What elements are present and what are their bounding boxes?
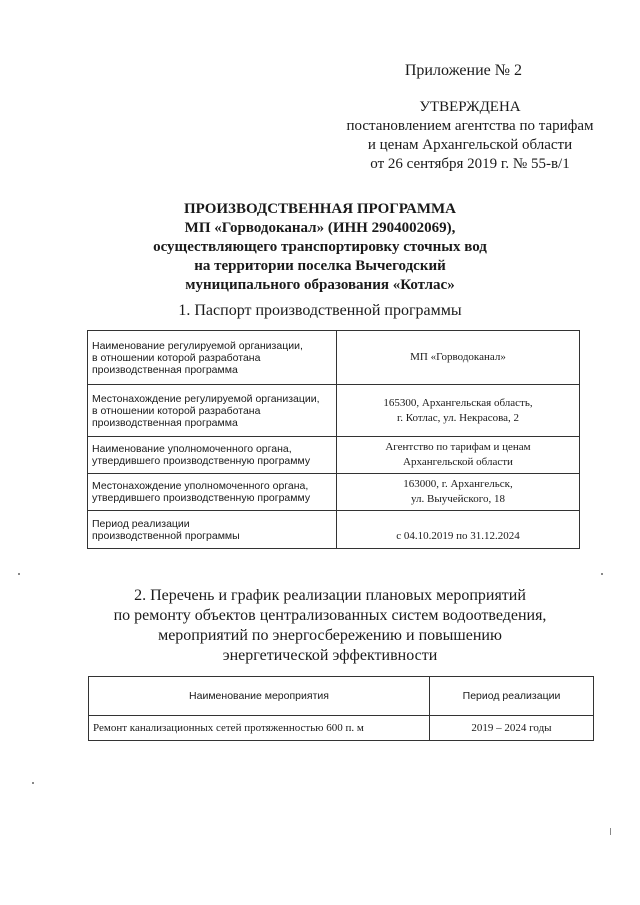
label-line: производственная программа	[92, 363, 238, 376]
label-line: Наименование уполномоченного органа,	[92, 443, 292, 455]
column-header-event: Наименование мероприятия	[89, 677, 430, 716]
section-1-heading: 1. Паспорт производственной программы	[178, 302, 462, 319]
appendix-label: Приложение № 2	[404, 62, 522, 79]
table-row	[88, 385, 580, 437]
passport-label-cell	[88, 437, 337, 474]
title-line-3: осуществляющего транспортировку сточных вод	[153, 239, 487, 255]
value-line: с 04.10.2019 по 31.12.2024	[396, 530, 520, 542]
document-title	[90, 200, 550, 295]
passport-label-cell	[88, 474, 337, 511]
label-line: утвердившего производственную программу	[92, 492, 311, 504]
value-line: Агентство по тарифам и ценам	[385, 441, 531, 453]
label-line: Наименование регулируемой организации,	[92, 339, 303, 352]
value-line: г. Котлас, ул. Некрасова, 2	[396, 411, 520, 424]
passport-value-cell	[337, 474, 580, 511]
passport-value-cell	[337, 511, 580, 549]
title-line-2: МП «Горводоканал» (ИНН 2904002069),	[184, 220, 456, 236]
scan-mark	[601, 573, 603, 575]
table-header-row	[89, 677, 594, 716]
event-name-cell: Ремонт канализационных сетей протяженностью 600 п. м	[89, 716, 430, 741]
label-line: Период реализации	[92, 517, 190, 530]
label-line: в отношении которой разработана	[92, 351, 261, 364]
scan-mark	[610, 828, 611, 835]
label-line: утвердившего производственную программу	[92, 455, 311, 467]
label-line: производственной программы	[92, 529, 240, 542]
value-line: 163000, г. Архангельск,	[403, 478, 513, 490]
value-line: Архангельской области	[403, 456, 513, 468]
value-line: 165300, Архангельская область,	[383, 396, 533, 409]
approved-date: от 26 сентября 2019 г. № 55-в/1	[370, 156, 570, 172]
events-table	[88, 676, 594, 741]
heading-line: мероприятий по энергосбережению и повышению	[158, 627, 502, 644]
title-line-5: муниципального образования «Котлас»	[185, 277, 455, 293]
table-row	[88, 511, 580, 549]
title-line-1: ПРОИЗВОДСТВЕННАЯ ПРОГРАММА	[183, 201, 456, 217]
approved-heading: УТВЕРЖДЕНА	[419, 99, 521, 115]
label-line: Местонахождение регулируемой организации,	[92, 392, 320, 405]
passport-value-cell	[337, 385, 580, 437]
heading-line: 2. Перечень и график реализации плановых мероприятий	[134, 587, 526, 604]
title-line-4: на территории поселка Вычегодский	[194, 258, 446, 274]
scan-mark	[18, 573, 20, 575]
label-line: в отношении которой разработана	[92, 404, 261, 417]
table-row	[88, 331, 580, 385]
table-row	[88, 474, 580, 511]
heading-line: по ремонту объектов централизованных систем водоотведения,	[113, 607, 547, 624]
approved-by-line-2: и ценам Архангельской области	[367, 137, 573, 153]
approved-by-line-1: постановлением агентства по тарифам	[346, 118, 594, 134]
event-period-cell: 2019 – 2024 годы	[430, 716, 594, 741]
approval-block	[320, 98, 620, 174]
passport-label-cell	[88, 511, 337, 549]
label-line: Местонахождение уполномоченного органа,	[92, 480, 309, 492]
table-row	[89, 716, 594, 741]
passport-table	[87, 330, 580, 549]
table-row	[88, 437, 580, 474]
heading-line: энергетической эффективности	[222, 647, 438, 664]
passport-label-cell	[88, 331, 337, 385]
value-line: МП «Горводоканал»	[410, 351, 506, 363]
section-2-heading	[90, 586, 570, 666]
label-line: производственная программа	[92, 416, 238, 429]
value-line: ул. Выучейского, 18	[411, 493, 505, 505]
column-header-period: Период реализации	[430, 677, 594, 716]
passport-value-cell	[337, 437, 580, 474]
passport-value-cell	[337, 331, 580, 385]
passport-label-cell	[88, 385, 337, 437]
scan-mark	[32, 782, 34, 784]
